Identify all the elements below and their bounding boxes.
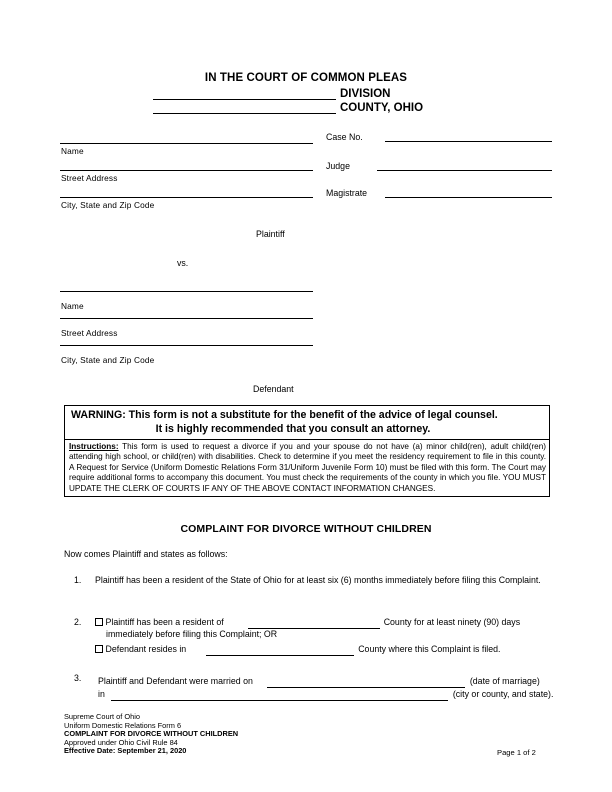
- judge-label: Judge: [326, 161, 350, 171]
- item-3-line2-post: (city or county, and state).: [452, 689, 554, 699]
- item-2-option-b: [95, 644, 573, 656]
- section-title: COMPLAINT FOR DIVORCE WITHOUT CHILDREN: [180, 523, 432, 535]
- item-3-line1-pre: Plaintiff and Defendant were married on: [98, 676, 253, 686]
- item-3-line2: [98, 689, 553, 701]
- item-2-number: 2.: [74, 617, 82, 627]
- plaintiff-city-label: City, State and Zip Code: [61, 200, 155, 210]
- defendant-city-rule[interactable]: [60, 345, 313, 346]
- division-label: DIVISION: [340, 88, 391, 100]
- defendant-role-label: Defendant: [253, 384, 294, 394]
- page-number: Page 1 of 2: [497, 748, 536, 757]
- footer-line-1: Supreme Court of Ohio: [64, 712, 140, 721]
- footer-line-2: Uniform Domestic Relations Form 6: [64, 720, 182, 730]
- plaintiff-role-label: Plaintiff: [256, 229, 285, 239]
- defendant-name-rule[interactable]: [60, 291, 313, 292]
- instructions-block: [65, 440, 549, 496]
- plaintiff-city-rule[interactable]: [60, 197, 313, 198]
- judge-rule[interactable]: [377, 170, 552, 171]
- item-2-option-a-post: County for at least ninety (90) days: [383, 617, 521, 627]
- county-row: [153, 102, 423, 116]
- defendant-street-label: Street Address: [61, 328, 118, 338]
- item-3-date-blank[interactable]: [267, 678, 465, 688]
- checkbox-defendant-resides[interactable]: [95, 645, 103, 653]
- county-blank-line[interactable]: [153, 102, 336, 114]
- item-3-line1-post: (date of marriage): [469, 676, 540, 686]
- division-blank-line[interactable]: [153, 88, 336, 100]
- footer-line-5: Effective Date: September 21, 2020: [64, 746, 187, 756]
- item-3-line2-pre: in: [98, 689, 105, 699]
- plaintiff-street-rule[interactable]: [60, 170, 313, 171]
- footer-line-3: COMPLAINT FOR DIVORCE WITHOUT CHILDREN: [64, 729, 239, 739]
- item-3-line1: [98, 676, 540, 688]
- magistrate-rule[interactable]: [385, 197, 552, 198]
- magistrate-label: Magistrate: [326, 188, 368, 198]
- footer-block: [64, 713, 238, 756]
- instructions-text: This form is used to request a divorce if you and your spouse do not have (a) minor child(ren), adult child(ren) attending high school, or child(ren) with disabilities. Check to determine if you meet the residency requirement to file in this county. A Request for Service (Uniform Domestic Relations Form 31/Uniform Juvenile Form 10) must be filed with this form. The Court may require additional forms to accompany this document. You must check the requirements of the county in which you file. YOU MUST UPDATE THE CLERK OF COURTS IF ANY OF THE ABOVE CONTACT INFORMATION CHANGES.: [69, 442, 546, 493]
- item-2-option-a-pre: Plaintiff has been a resident of: [105, 617, 224, 627]
- plaintiff-name-rule[interactable]: [60, 143, 313, 144]
- instructions-label: Instructions:: [69, 442, 119, 451]
- item-1-text: Plaintiff has been a resident of the State of Ohio for at least six (6) months immediately before filing this Complaint.: [95, 575, 541, 585]
- item-2-defendant-county-blank[interactable]: [206, 646, 354, 656]
- item-3-place-blank[interactable]: [111, 691, 448, 701]
- plaintiff-name-label: Name: [61, 146, 84, 156]
- checkbox-plaintiff-resident[interactable]: [95, 618, 103, 626]
- case-no-rule[interactable]: [385, 141, 552, 142]
- item-2-option-b-pre: Defendant resides in: [105, 644, 187, 654]
- division-row: [153, 88, 390, 102]
- item-2-option-a: [95, 617, 573, 629]
- case-no-label: Case No.: [326, 132, 363, 142]
- item-2-county-blank[interactable]: [248, 619, 380, 629]
- warning-heading-line1: WARNING: This form is not a substitute for the benefit of the advice of legal counsel.: [71, 409, 498, 421]
- warning-heading: [65, 406, 549, 440]
- versus-label: vs.: [177, 258, 189, 268]
- defendant-name-label: Name: [61, 301, 84, 311]
- warning-heading-line2: It is highly recommended that you consult an attorney.: [155, 422, 431, 435]
- intro-text: Now comes Plaintiff and states as follows:: [64, 549, 228, 559]
- defendant-street-rule[interactable]: [60, 318, 313, 319]
- warning-box: [64, 405, 550, 497]
- item-1-number: 1.: [74, 575, 82, 585]
- item-2-option-a-line2: immediately before filing this Complaint; OR: [106, 629, 278, 639]
- county-label: COUNTY, OHIO: [340, 102, 424, 114]
- footer-line-4: Approved under Ohio Civil Rule 84: [64, 737, 178, 747]
- court-title: IN THE COURT OF COMMON PLEAS: [204, 72, 408, 84]
- item-2-option-b-post: County where this Complaint is filed.: [358, 644, 501, 654]
- plaintiff-street-label: Street Address: [61, 173, 118, 183]
- defendant-city-label: City, State and Zip Code: [61, 355, 155, 365]
- item-3-number: 3.: [74, 673, 82, 683]
